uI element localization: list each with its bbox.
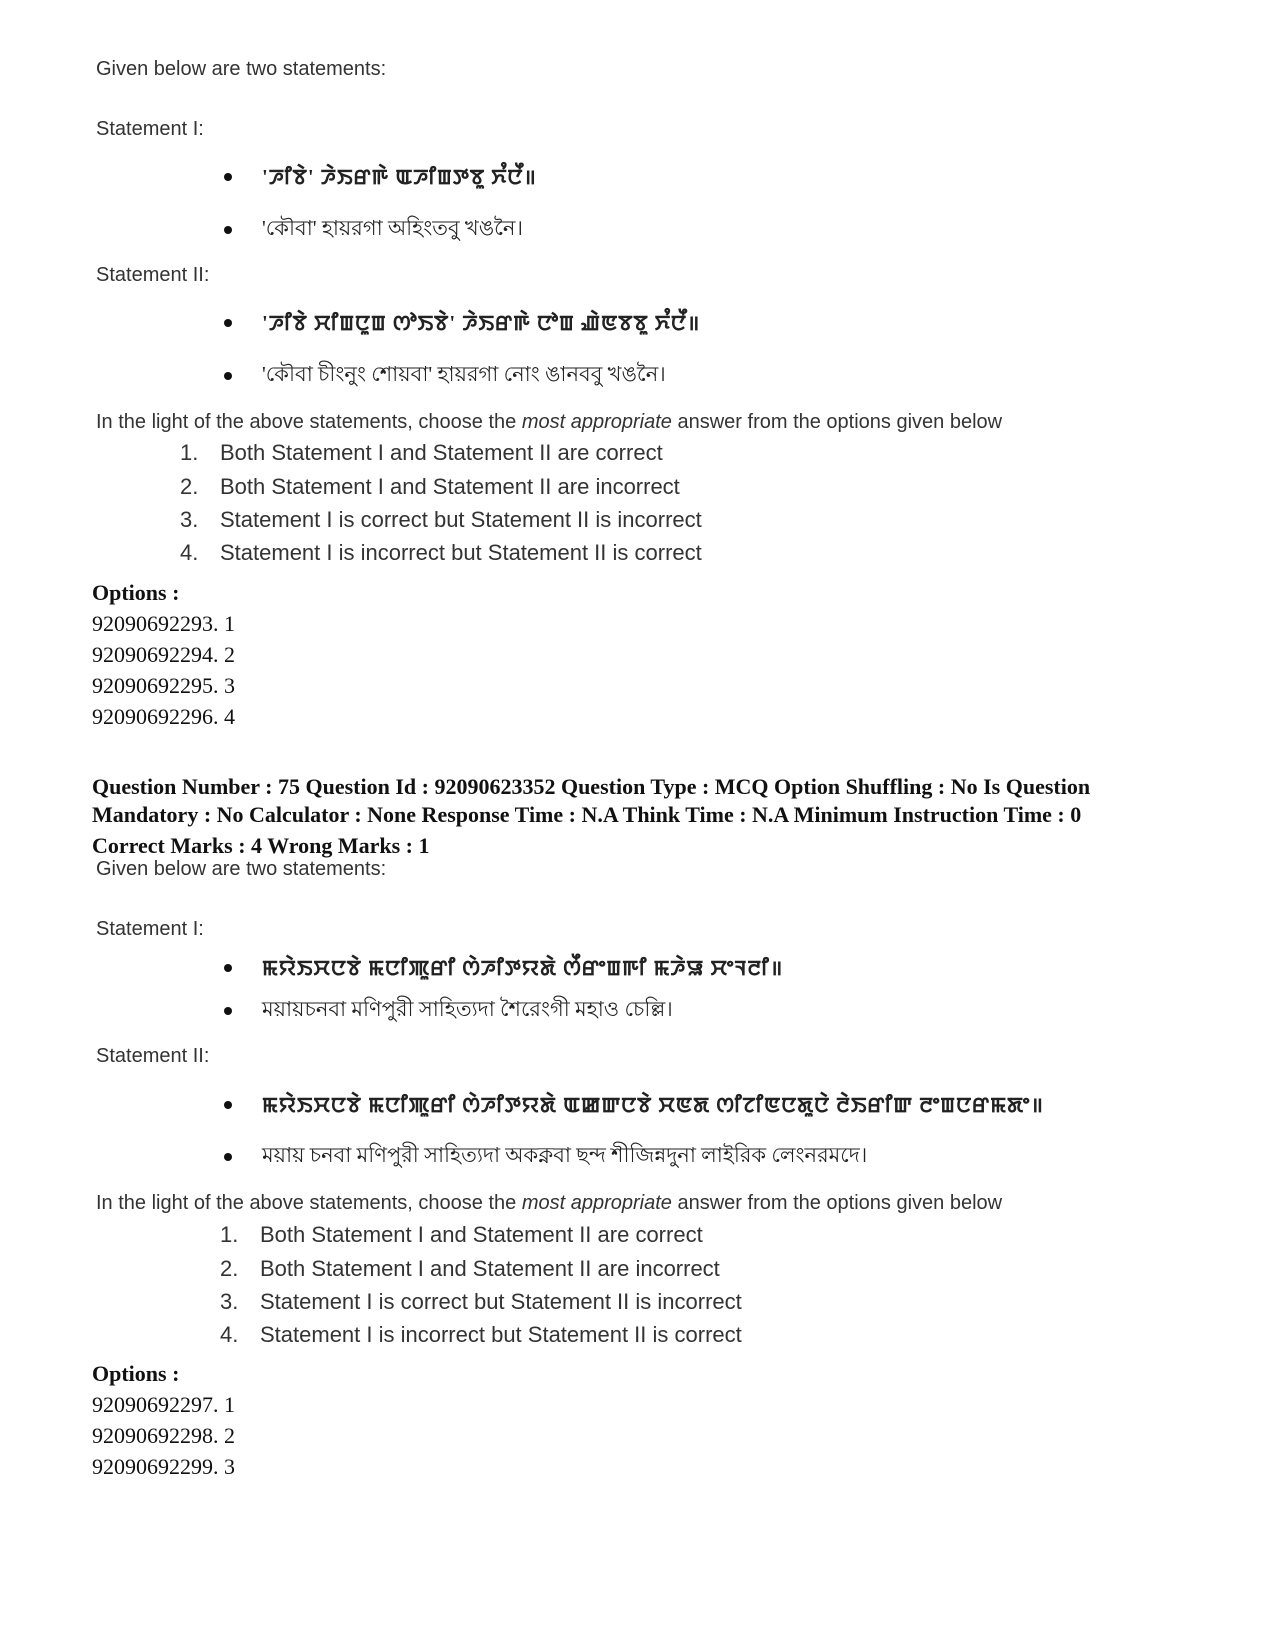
- q75-meta-line1: Question Number : 75 Question Id : 92090623352 Question Type : MCQ Option Shuffling : No Is Question: [92, 774, 1091, 799]
- q75-option-id: 92090692299. 3: [92, 1454, 235, 1479]
- q75-option-id: 92090692297. 1: [92, 1392, 235, 1417]
- q75-choice-2: 2. Both Statement I and Statement II are incorrect: [220, 1256, 720, 1281]
- bullet-icon: [224, 1153, 232, 1161]
- q75-statement2-bullet: [224, 1090, 1044, 1119]
- q75-statement1-text-bengali: ময়ায়চনবা মণিপুরী সাহিত্যদা শৈরেংগী মহাও চেল্লি।: [262, 997, 673, 1021]
- q75-instruction: In the light of the above statements, choose the most appropriate answer from the options given below: [96, 1192, 1003, 1214]
- q74-statement2-text-meitei: 'ꯍꯤꯕꯥ ꯆꯤꯡꯅꯨꯡ ꯁꯣꯏꯕꯥ' ꯍꯥꯏꯔꯒꯥ ꯅꯣꯡ ꯉꯥꯟꯕꯕꯨ ꯈꯪꯅꯩ॥: [262, 311, 701, 335]
- q74-statement1-text-meitei: 'ꯍꯤꯕꯥ' ꯍꯥꯏꯔꯒꯥ ꯑꯍꯤꯡꯇꯕꯨ ꯈꯪꯅꯩ॥: [262, 165, 537, 189]
- bullet-icon: [224, 226, 232, 234]
- q75-choice-4: 4. Statement I is incorrect but Statement II is correct: [220, 1322, 742, 1347]
- q75-statement2-text-meitei: ꯃꯌꯥꯏꯆꯅꯕꯥ ꯃꯅꯤꯄꯨꯔꯤ ꯁꯥꯍꯤꯇꯌꯗꯥ ꯑꯀꯛꯅꯕꯥ ꯆꯟꯗ ꯁꯤꯖꯤꯟꯅꯗꯨꯅꯥ ꯂꯥꯏꯔꯤꯛ ꯂꯦꯡꯅꯔꯃꯗꯦ॥: [262, 1093, 1044, 1117]
- bullet-icon: [224, 173, 232, 181]
- q74-statement2-bullet: [224, 358, 666, 393]
- q74-option-id: 92090692296. 4: [92, 704, 235, 729]
- bullet-icon: [224, 372, 232, 380]
- q74-statement2-bullet: [224, 308, 700, 337]
- q74-statement2-heading: Statement II:: [96, 264, 210, 286]
- q75-choice-1: 1. Both Statement I and Statement II are correct: [220, 1222, 703, 1247]
- bullet-icon: [224, 1007, 232, 1015]
- bullet-icon: [224, 319, 232, 327]
- bullet-icon: [224, 1101, 232, 1109]
- q74-statement1-text-bengali: 'কৌবা' হায়রগা অহিংতবু খঙনৈ।: [262, 216, 523, 240]
- q75-option-id: 92090692298. 2: [92, 1423, 235, 1448]
- q75-statement1-bullet: [224, 993, 673, 1028]
- q75-statement2-bullet: [224, 1139, 867, 1174]
- q74-statement1-heading: Statement I:: [96, 118, 204, 140]
- q75-options-label: Options :: [92, 1361, 180, 1386]
- q74-intro: Given below are two statements:: [96, 58, 387, 80]
- q74-option-id: 92090692295. 3: [92, 673, 235, 698]
- q74-choice-1: 1. Both Statement I and Statement II are correct: [180, 440, 663, 465]
- q75-choice-3: 3. Statement I is correct but Statement II is incorrect: [220, 1289, 742, 1314]
- q75-statement2-heading: Statement II:: [96, 1045, 210, 1067]
- q74-option-id: 92090692293. 1: [92, 611, 235, 636]
- q75-intro: Given below are two statements:: [96, 858, 387, 880]
- q74-instruction: In the light of the above statements, choose the most appropriate answer from the options given below: [96, 411, 1003, 433]
- q74-statement1-bullet: [224, 212, 523, 247]
- q74-statement2-text-bengali: 'কৌবা চীংনুং শোয়বা' হায়রগা নোং ঙানববু খঙনৈ।: [262, 362, 666, 386]
- q75-meta-line3: Correct Marks : 4 Wrong Marks : 1: [92, 833, 430, 858]
- q74-choice-2: 2. Both Statement I and Statement II are incorrect: [180, 474, 680, 499]
- q75-statement1-bullet: [224, 953, 783, 982]
- bullet-icon: [224, 964, 232, 972]
- q75-meta-line2: Mandatory : No Calculator : None Response Time : N.A Think Time : N.A Minimum Instruction Time : 0: [92, 802, 1082, 827]
- q75-meta: [92, 773, 1182, 860]
- q74-statement1-bullet: [224, 162, 537, 191]
- q74-choice-3: 3. Statement I is correct but Statement II is incorrect: [180, 507, 702, 532]
- q74-choice-4: 4. Statement I is incorrect but Statement II is correct: [180, 540, 702, 565]
- q74-option-id: 92090692294. 2: [92, 642, 235, 667]
- q74-options-label: Options :: [92, 580, 180, 605]
- q75-statement1-text-meitei: ꯃꯌꯥꯏꯆꯅꯕꯥ ꯃꯅꯤꯄꯨꯔꯤ ꯁꯥꯍꯤꯇꯌꯗꯥ ꯁꯩꯔꯦꯡꯒꯤ ꯃꯍꯥꯎ ꯆꯦꯜꯂꯤ॥: [262, 956, 784, 980]
- q75-statement1-heading: Statement I:: [96, 918, 204, 940]
- q75-statement2-text-bengali: ময়ায় চনবা মণিপুরী সাহিত্যদা অকক্নবা ছন্দ শীজিন্নদুনা লাইরিক লেংনরমদে।: [262, 1143, 868, 1167]
